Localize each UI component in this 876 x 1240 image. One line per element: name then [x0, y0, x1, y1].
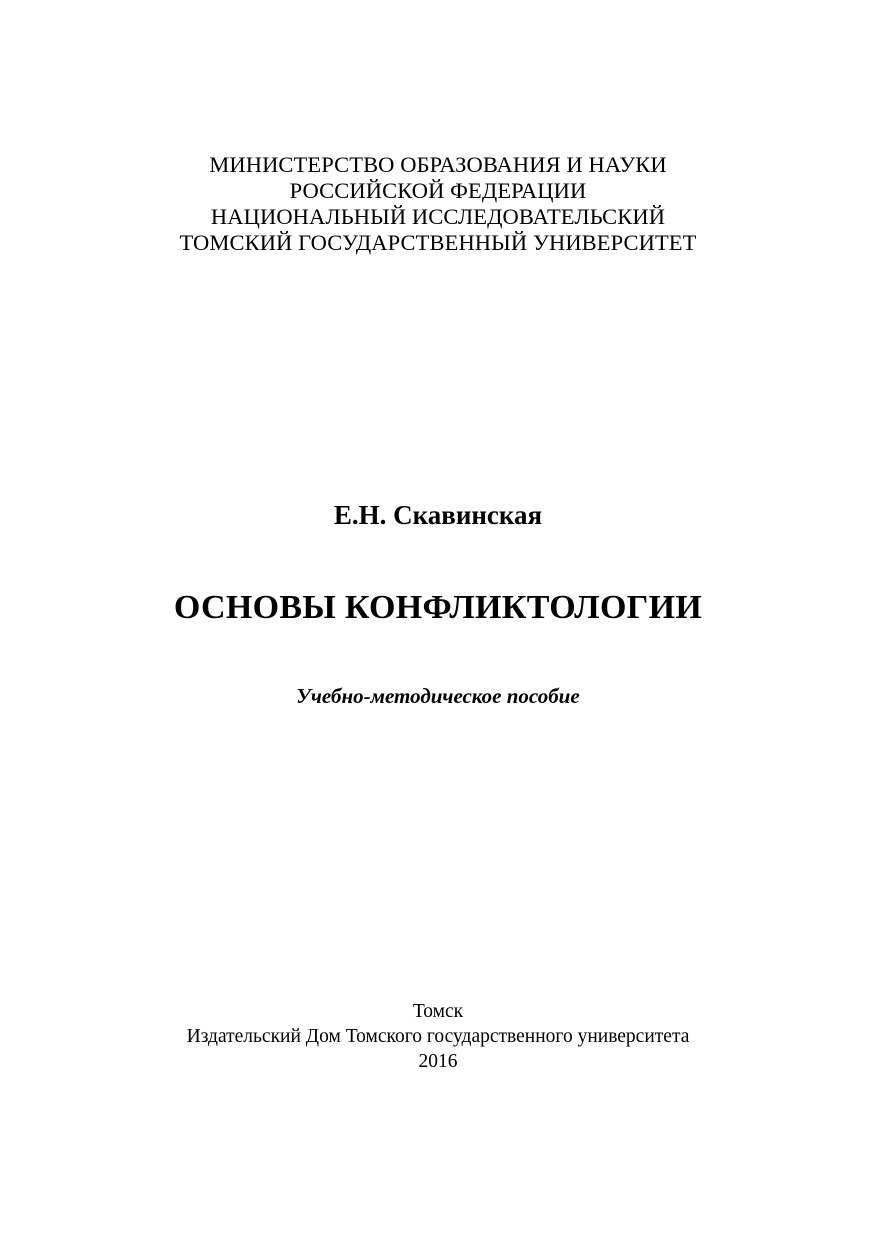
university-line-2: ТОМСКИЙ ГОСУДАРСТВЕННЫЙ УНИВЕРСИТЕТ — [179, 230, 697, 255]
imprint-year: 2016 — [418, 1051, 458, 1072]
book-subtitle: Учебно-методическое пособие — [296, 684, 580, 708]
book-title: ОСНОВЫ КОНФЛИКТОЛОГИИ — [173, 589, 703, 626]
ministry-line-2: РОССИЙСКОЙ ФЕДЕРАЦИИ — [289, 178, 587, 203]
imprint-publisher: Издательский Дом Томского государственного университета — [186, 1026, 690, 1047]
imprint-city: Томск — [412, 1001, 464, 1022]
university-line-1: НАЦИОНАЛЬНЫЙ ИССЛЕДОВАТЕЛЬСКИЙ — [210, 204, 666, 229]
author-name: Е.Н. Скавинская — [333, 500, 543, 530]
ministry-line-1: МИНИСТЕРСТВО ОБРАЗОВАНИЯ И НАУКИ — [209, 152, 667, 177]
